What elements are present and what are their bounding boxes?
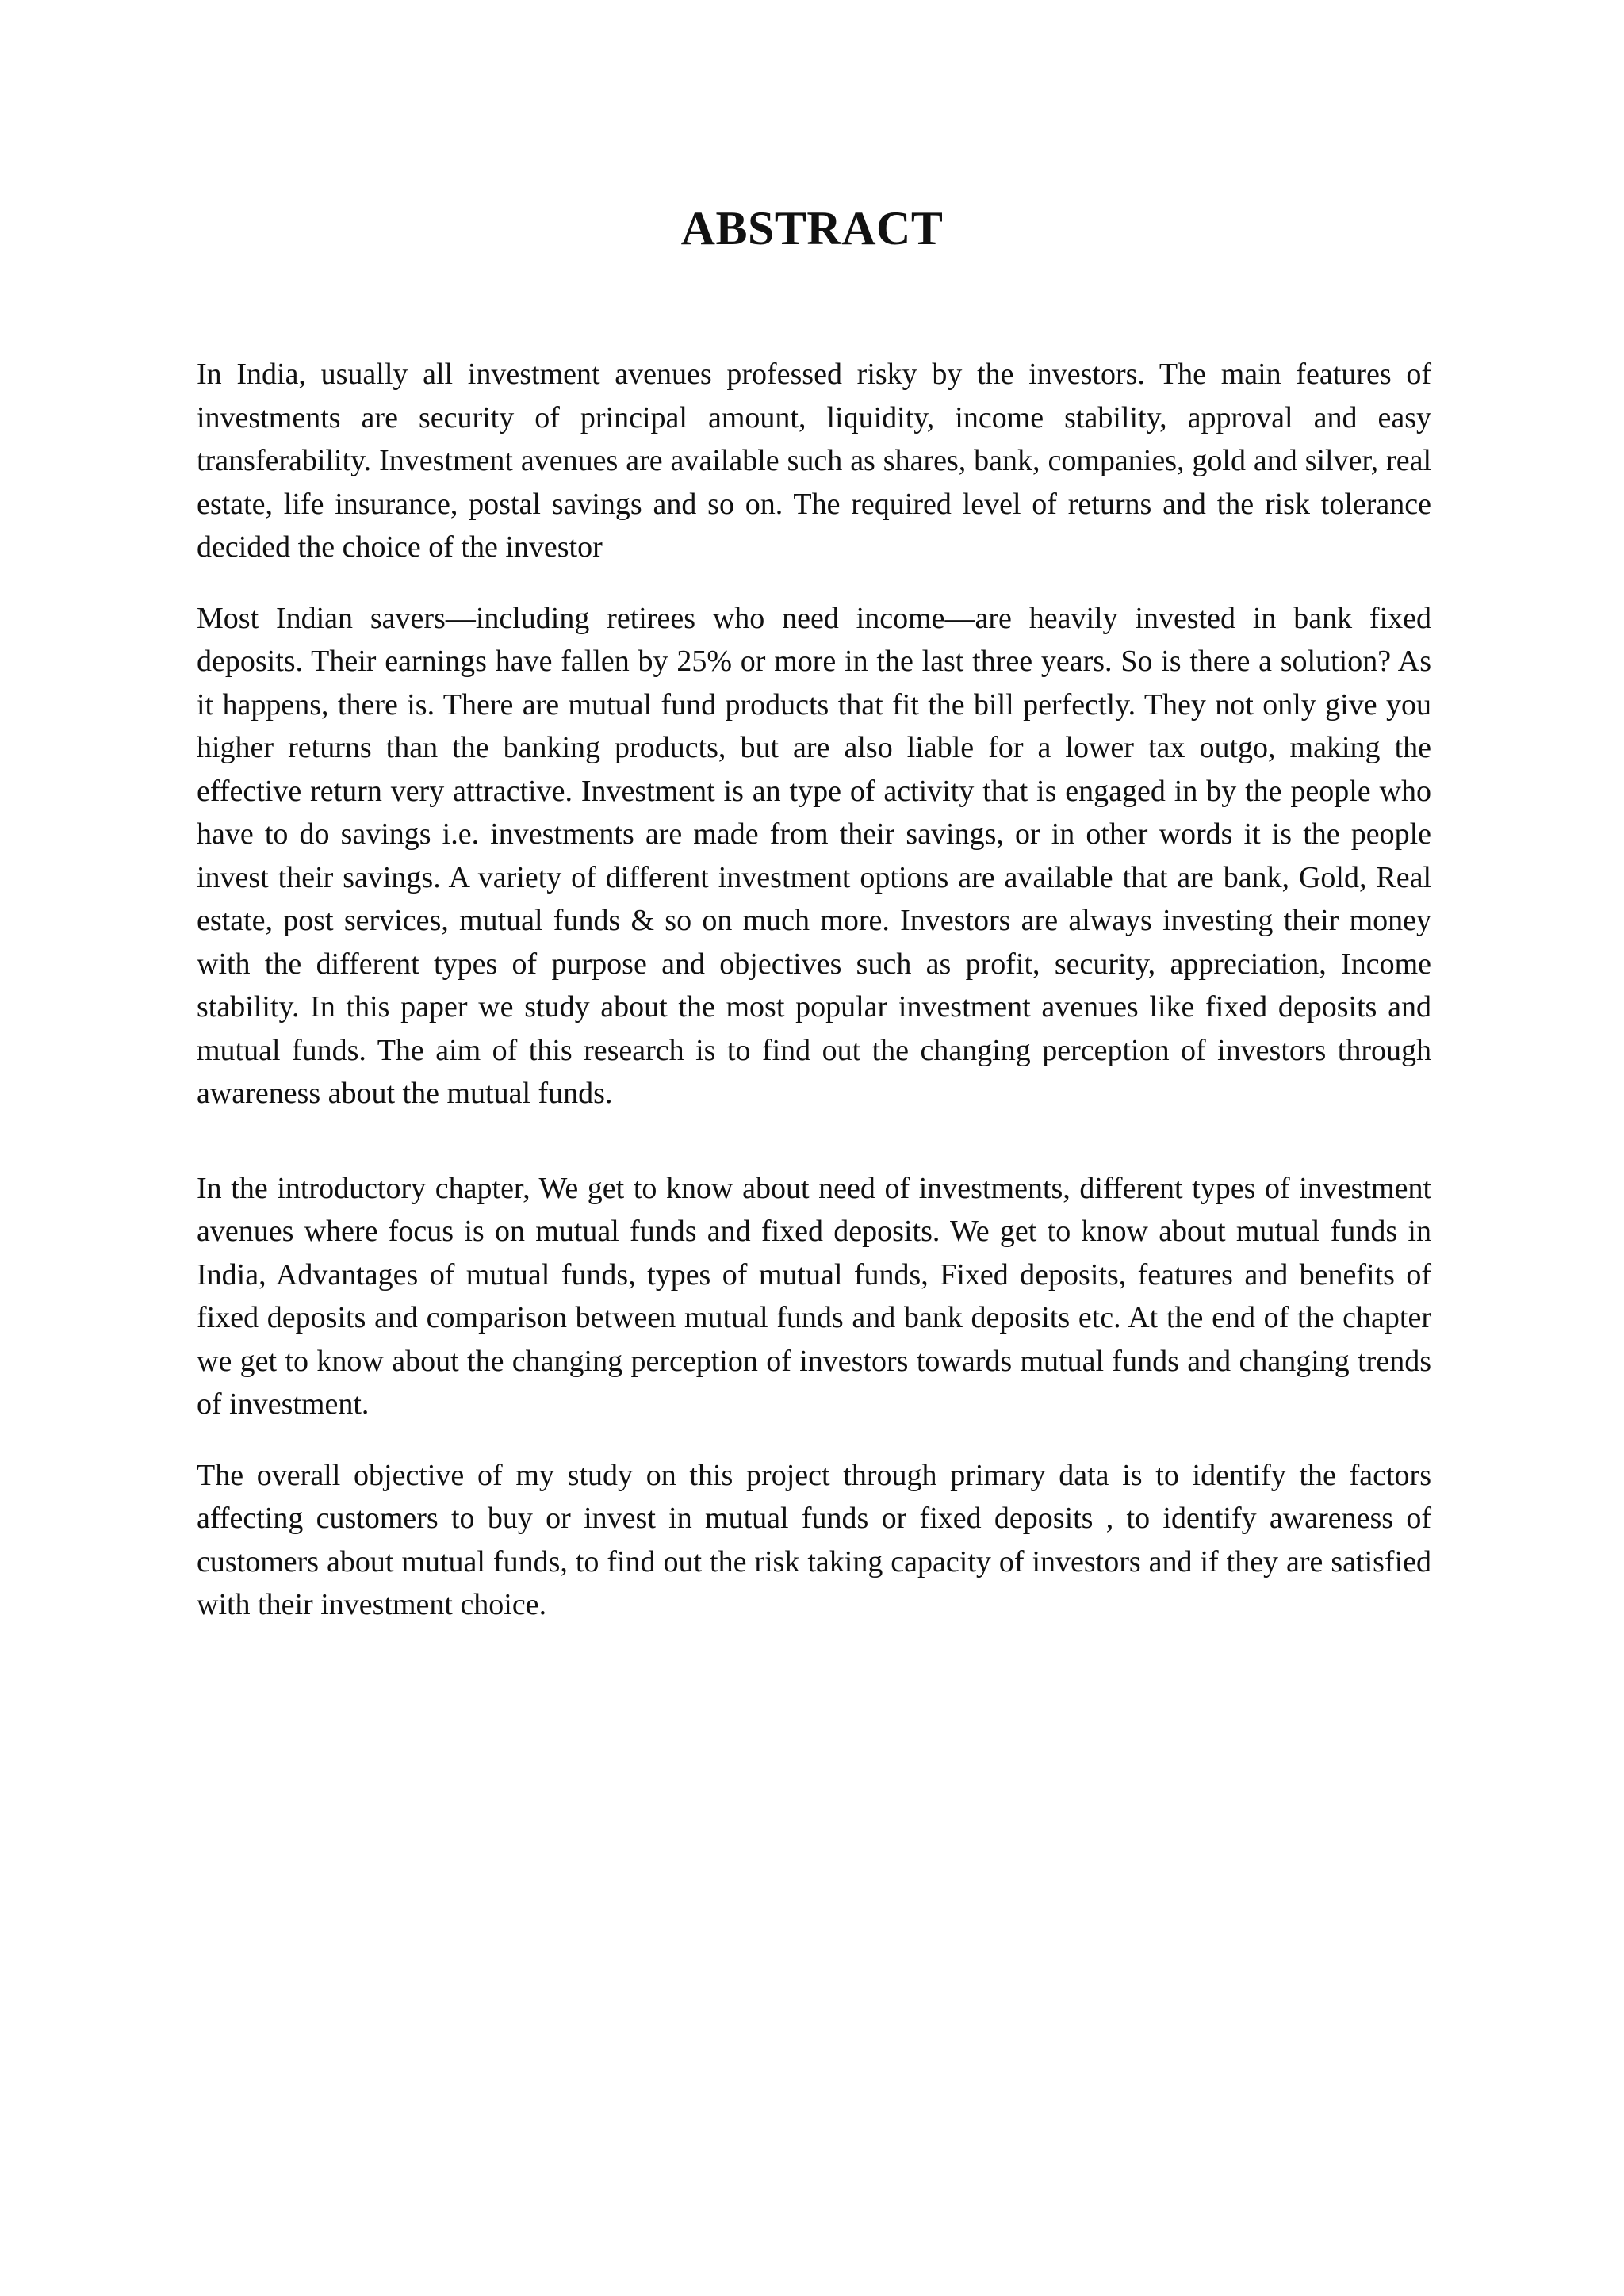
abstract-paragraph-4: The overall objective of my study on this project through primary data is to identify the factors affecting customers to buy or invest in mutual funds or fixed deposits , to identify awareness of customers about mutual funds, to find out the risk taking capacity of investors and if they are satisfied with their investment choice. (197, 1458, 1431, 1621)
abstract-body (197, 353, 1431, 1627)
abstract-paragraph-3: In the introductory chapter, We get to know about need of investments, different types of investment avenues where focus is on mutual funds and fixed deposits. We get to know about mutual funds in India, Advantages of mutual funds, types of mutual funds, Fixed deposits, features and benefits of fixed deposits and comparison between mutual funds and bank deposits etc. At the end of the chapter we get to know about the changing perception of investors towards mutual funds and changing trends of investment. (197, 1171, 1431, 1421)
abstract-paragraph-2: Most Indian savers—including retirees who need income—are heavily invested in bank fixed deposits. Their earnings have fallen by 25% or more in the last three years. So is there a solution? As it happens, there is. There are mutual fund products that fit the bill perfectly. They not only give you higher returns than the banking products, but are also liable for a lower tax outgo, making the effective return very attractive. Investment is an type of activity that is engaged in by the people who have to do savings i.e. investments are made from their savings, or in other words it is the people invest their savings. A variety of different investment options are available that are bank, Gold, Real estate, post services, mutual funds & so on much more. Investors are always investing their money with the different types of purpose and objectives such as profit, security, appreciation, Income stability. In this paper we study about the most popular investment avenues like fixed deposits and mutual funds. The aim of this research is to find out the changing perception of investors through awareness about the mutual funds. (197, 601, 1431, 1110)
abstract-paragraph-1: In India, usually all investment avenues professed risky by the investors. The main features of investments are security of principal amount, liquidity, income stability, approval and easy transferability. Investment avenues are available such as shares, bank, companies, gold and silver, real estate, life insurance, postal savings and so on. The required level of returns and the risk tolerance decided the choice of the investor (197, 358, 1431, 564)
page-title: ABSTRACT (680, 202, 944, 254)
